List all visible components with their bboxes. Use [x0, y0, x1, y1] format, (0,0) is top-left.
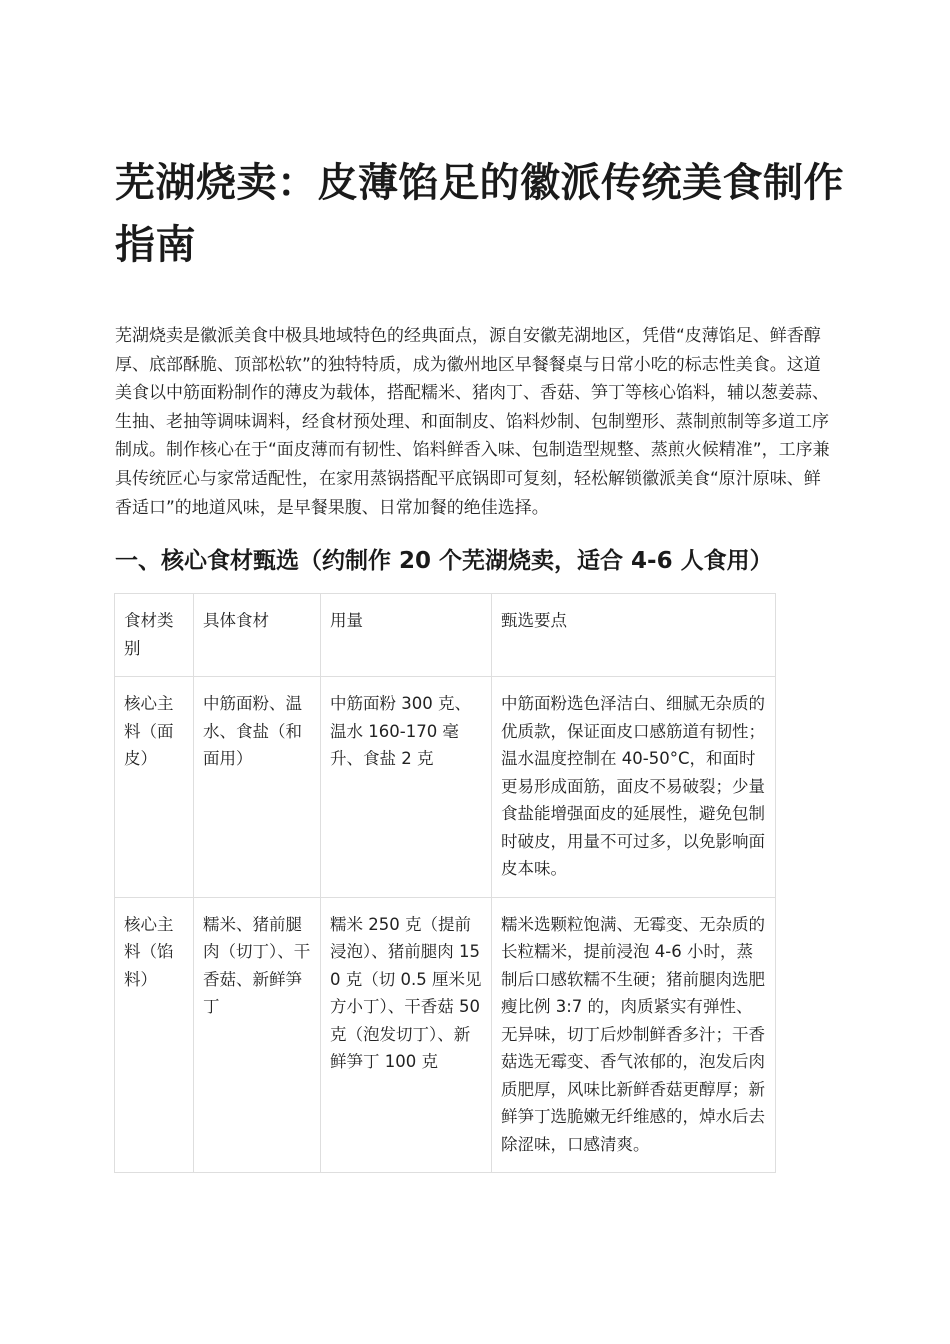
cell-category: 核心主料（馅料）	[115, 897, 194, 1173]
table-row	[115, 897, 776, 1173]
section-title-ingredients: 一、核心食材甄选（约制作 20 个芜湖烧卖，适合 4-6 人食用）	[115, 548, 773, 574]
intro-paragraph: 芜湖烧卖是徽派美食中极具地域特色的经典面点，源自安徽芜湖地区，凭借“皮薄馅足、鲜香醇厚、底部酥脆、顶部松软”的独特特质，成为徽州地区早餐餐桌与日常小吃的标志性美食。这道美食以中筋面粉制作的薄皮为载体，搭配糯米、猪肉丁、香菇、笋丁等核心馅料，辅以葱姜蒜、生抽、老抽等调味调料，经食材预处理、和面制皮、馅料炒制、包制塑形、蒸制煎制等多道工序制成。制作核心在于“面皮薄而有韧性、馅料鲜香入味、包制造型规整、蒸煎火候精准”，工序兼具传统匠心与家常适配性，在家用蒸锅搭配平底锅即可复刻，轻松解锁徽派美食“原汁原味、鲜香适口”的地道风味，是早餐果腹、日常加餐的绝佳选择。	[115, 326, 830, 518]
header-notes: 甄选要点	[492, 594, 776, 677]
cell-amount: 糯米 250 克（提前浸泡）、猪前腿肉 150 克（切 0.5 厘米见方小丁）、干香菇 50 克（泡发切丁）、新鲜笋丁 100 克	[321, 897, 492, 1173]
cell-items: 中筋面粉、温水、食盐（和面用）	[194, 677, 321, 898]
header-category: 食材类别	[115, 594, 194, 677]
cell-notes: 糯米选颗粒饱满、无霉变、无杂质的长粒糯米，提前浸泡 4-6 小时，蒸制后口感软糯不生硬；猪前腿肉选肥瘦比例 3:7 的，肉质紧实有弹性、无异味，切丁后炒制鲜香多汁；干香菇选无霉变、香气浓郁的，泡发后肉质肥厚，风味比新鲜香菇更醇厚；新鲜笋丁选脆嫩无纤维感的，焯水后去除涩味，口感清爽。	[492, 897, 776, 1173]
header-items: 具体食材	[194, 594, 321, 677]
document-title: 芜湖烧卖：皮薄馅足的徽派传统美食制作指南	[115, 160, 844, 268]
cell-category: 核心主料（面皮）	[115, 677, 194, 898]
cell-notes: 中筋面粉选色泽洁白、细腻无杂质的优质款，保证面皮口感筋道有韧性；温水温度控制在 40-50°C，和面时更易形成面筋，面皮不易破裂；少量食盐能增强面皮的延展性，避免包制时破皮，用量不可过多，以免影响面皮本味。	[492, 677, 776, 898]
table-row	[115, 677, 776, 898]
ingredients-table	[114, 593, 776, 1173]
cell-items: 糯米、猪前腿肉（切丁）、干香菇、新鲜笋丁	[194, 897, 321, 1173]
table-header-row	[115, 594, 776, 677]
header-amount: 用量	[321, 594, 492, 677]
cell-amount: 中筋面粉 300 克、温水 160-170 毫升、食盐 2 克	[321, 677, 492, 898]
